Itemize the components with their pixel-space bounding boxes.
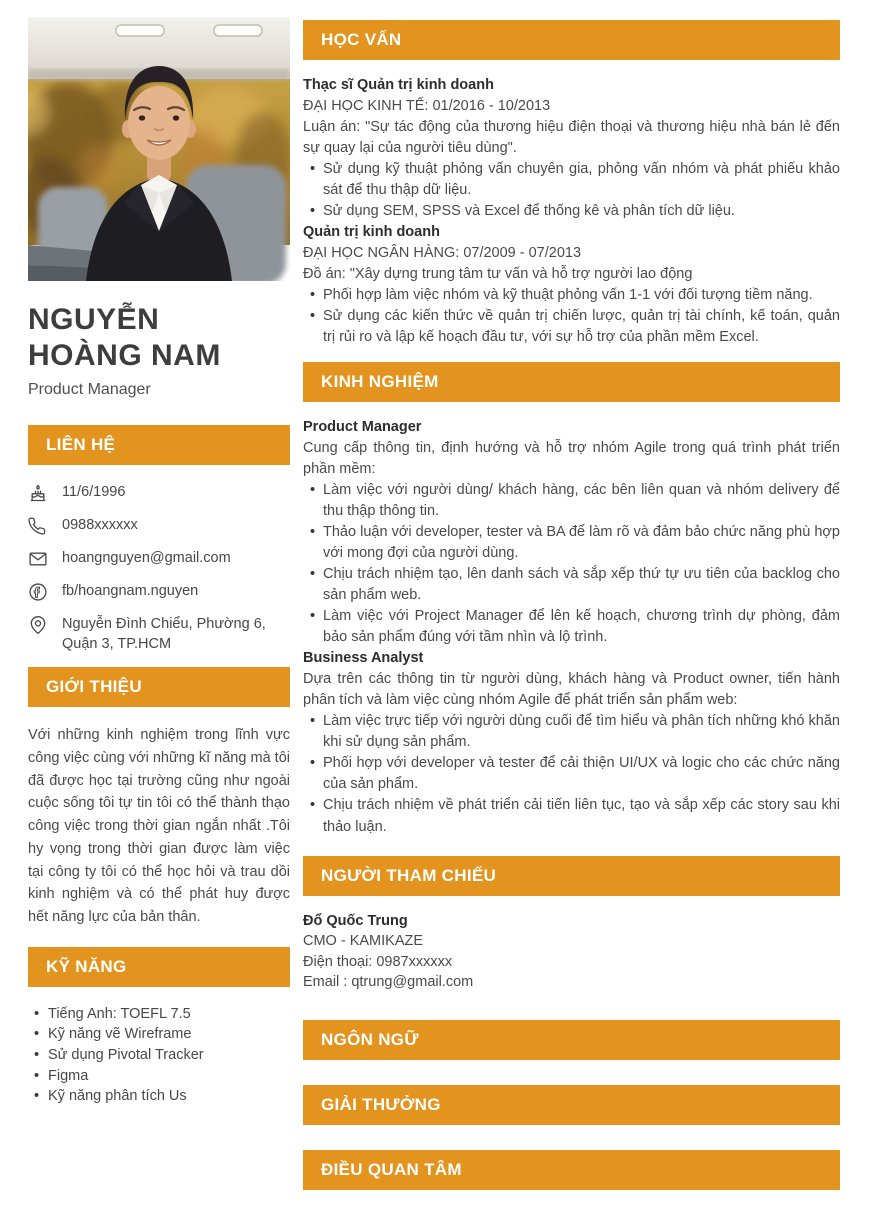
experience-body	[303, 417, 840, 837]
skills-section-header	[28, 947, 290, 987]
education-school-dates: ĐẠI HỌC NGÂN HÀNG: 07/2009 - 07/2013	[303, 245, 582, 262]
contact-address-text: Nguyễn Đình Chiểu, Phường 6, Quận 3, TP.HCM	[62, 616, 266, 652]
reference-phone: Điện thoại: 0987xxxxxx	[303, 953, 453, 970]
profile-name-line2: HOÀNG NAM	[28, 339, 221, 372]
interests-section	[303, 1150, 840, 1190]
education-bullet: • Sử dụng SEM, SPSS và Excel để thống kê và phân tích dữ liệu.	[303, 201, 840, 222]
left-column	[28, 0, 290, 1231]
contact-phone-text: 0988xxxxxx	[62, 517, 138, 533]
contact-section-header	[28, 425, 290, 465]
experience-section-title: KINH NGHIỆM	[321, 372, 439, 392]
contact-item-birthday	[28, 483, 290, 503]
reference-body	[303, 911, 840, 993]
contact-item-facebook	[28, 582, 290, 602]
reference-section-header	[303, 856, 840, 896]
education-school-dates: ĐẠI HỌC KINH TẾ: 01/2016 - 10/2013	[303, 98, 551, 115]
awards-section	[303, 1085, 840, 1125]
phone-icon	[28, 516, 50, 536]
interests-section-header	[303, 1150, 840, 1190]
contact-list	[28, 483, 290, 654]
education-entry	[303, 222, 840, 348]
education-bullet: • Sử dụng kỹ thuật phỏng vấn chuyên gia, phỏng vấn nhóm và phát phiếu khảo sát để thu thập dữ liệu.	[303, 159, 840, 201]
experience-summary: Cung cấp thông tin, định hướng và hỗ trợ nhóm Agile trong quá trình phát triển phần mềm:	[303, 440, 840, 478]
education-bullets	[303, 159, 840, 222]
experience-bullet: • Làm việc với Project Manager để lên kế hoạch, chương trình dự phòng, đảm bảo sản phẩm đúng với tầm nhìn và lộ trình.	[303, 606, 840, 648]
reference-email: Email : qtrung@gmail.com	[303, 974, 474, 991]
education-section-header	[303, 20, 840, 60]
reference-section	[303, 856, 840, 993]
right-column	[303, 0, 840, 1231]
about-section-title: GIỚI THIỆU	[46, 677, 142, 697]
interests-section-title: ĐIỀU QUAN TÂM	[321, 1159, 462, 1179]
education-bullets	[303, 285, 840, 348]
experience-bullet: • Chịu trách nhiệm về phát triển cải tiến liên tục, tạo và sắp xếp các story sau khi thảo luận.	[303, 795, 840, 837]
profile-photo-illustration	[28, 17, 290, 281]
contact-section-title: LIÊN HỆ	[46, 435, 116, 454]
experience-role: Business Analyst	[303, 650, 424, 667]
experience-summary: Dựa trên các thông tin từ người dùng, khách hàng và Product owner, tiến hành phân tích và làm việc cùng nhóm Agile để phát triển sản phẩm web:	[303, 671, 840, 709]
languages-section-header	[303, 1020, 840, 1060]
contact-item-address	[28, 615, 290, 654]
education-degree: Quản trị kinh doanh	[303, 224, 440, 241]
languages-section-title: NGÔN NGỮ	[321, 1029, 419, 1049]
contact-email-text: hoangnguyen@gmail.com	[62, 550, 231, 566]
education-section	[303, 20, 840, 348]
experience-section-header	[303, 362, 840, 402]
experience-bullets	[303, 711, 840, 837]
skills-section-title: KỸ NĂNG	[46, 956, 127, 976]
education-thesis: Đồ án: "Xây dựng trung tâm tư vấn và hỗ trợ người lao động	[303, 266, 693, 283]
awards-section-header	[303, 1085, 840, 1125]
education-degree: Thạc sĩ Quản trị kinh doanh	[303, 77, 494, 93]
profile-job-title: Product Manager	[28, 381, 151, 398]
email-icon	[28, 549, 50, 569]
reference-section-title: NGƯỜI THAM CHIẾU	[321, 865, 497, 885]
location-icon	[28, 615, 50, 635]
skill-item: • Kỹ năng vẽ Wireframe	[28, 1024, 290, 1045]
experience-bullet: • Làm việc với người dùng/ khách hàng, các bên liên quan và nhóm delivery để thu thập thông tin.	[303, 480, 840, 522]
languages-section	[303, 1020, 840, 1060]
skill-item: • Figma	[28, 1066, 290, 1087]
experience-role: Product Manager	[303, 419, 422, 436]
profile-name-line1: NGUYỄN	[28, 303, 160, 336]
experience-entry	[303, 648, 840, 837]
experience-bullet: • Thảo luận với developer, tester và BA để làm rõ và đảm bảo chức năng phù hợp với mong đợi của người dùng.	[303, 522, 840, 564]
experience-bullet: • Làm việc trực tiếp với người dùng cuối để tìm hiểu và phân tích những khó khăn khi sử dụng sản phẩm.	[303, 711, 840, 753]
education-entry	[303, 75, 840, 222]
skills-list	[28, 1004, 290, 1107]
contact-item-email	[28, 549, 290, 569]
education-body	[303, 75, 840, 348]
awards-section-title: GIẢI THƯỞNG	[321, 1094, 441, 1114]
contact-facebook-text: fb/hoangnam.nguyen	[62, 583, 199, 599]
education-section-title: HỌC VẤN	[321, 30, 402, 49]
experience-bullet: • Phối hợp với developer và tester để cải thiện UI/UX và logic cho các chức năng của sản phẩm.	[303, 753, 840, 795]
experience-bullets	[303, 480, 840, 648]
skill-item: • Tiếng Anh: TOEFL 7.5	[28, 1004, 290, 1025]
reference-position: CMO - KAMIKAZE	[303, 933, 424, 950]
education-thesis: Luận án: "Sự tác động của thương hiệu điện thoại và thương hiệu nhà bán lẻ đến sự quay lại của người tiêu dùng".	[303, 119, 840, 157]
skill-item: • Sử dụng Pivotal Tracker	[28, 1045, 290, 1066]
experience-entry	[303, 417, 840, 648]
birthday-cake-icon	[28, 483, 50, 503]
profile-name	[28, 302, 290, 374]
facebook-icon	[28, 582, 50, 602]
experience-bullet: • Chịu trách nhiệm tạo, lên danh sách và sắp xếp thứ tự ưu tiên của backlog cho sản phẩm web.	[303, 564, 840, 606]
about-section-header	[28, 667, 290, 707]
profile-photo	[28, 17, 290, 281]
experience-section	[303, 362, 840, 837]
education-bullet: • Phối hợp làm việc nhóm và kỹ thuật phỏng vấn 1-1 với đối tượng tiềm năng.	[303, 285, 840, 306]
skill-item: • Kỹ năng phân tích Us	[28, 1086, 290, 1107]
about-text: Với những kinh nghiệm trong lĩnh vực công việc cùng với những kĩ năng mà tôi đã được học tại trường cũng như ngoài cuộc sống tôi tự tin tôi có thể thành thạo công việc trong thời gian ngắn nhất .Tôi hy vọng trong thời gian được làm việc tại công ty tôi có thể học hỏi và trau dồi kinh nghiệm và có thể phát huy được hết năng lực của bản thân.	[28, 727, 290, 926]
contact-birthday-text: 11/6/1996	[62, 484, 126, 500]
education-bullet: • Sử dụng các kiến thức về quản trị chiến lược, quản trị tài chính, kế toán, quản trị rủi ro và lập kế hoạch đầu tư, với sự hỗ trợ của phần mềm Excel.	[303, 306, 840, 348]
contact-item-phone	[28, 516, 290, 536]
reference-name: Đổ Quốc Trung	[303, 912, 408, 929]
